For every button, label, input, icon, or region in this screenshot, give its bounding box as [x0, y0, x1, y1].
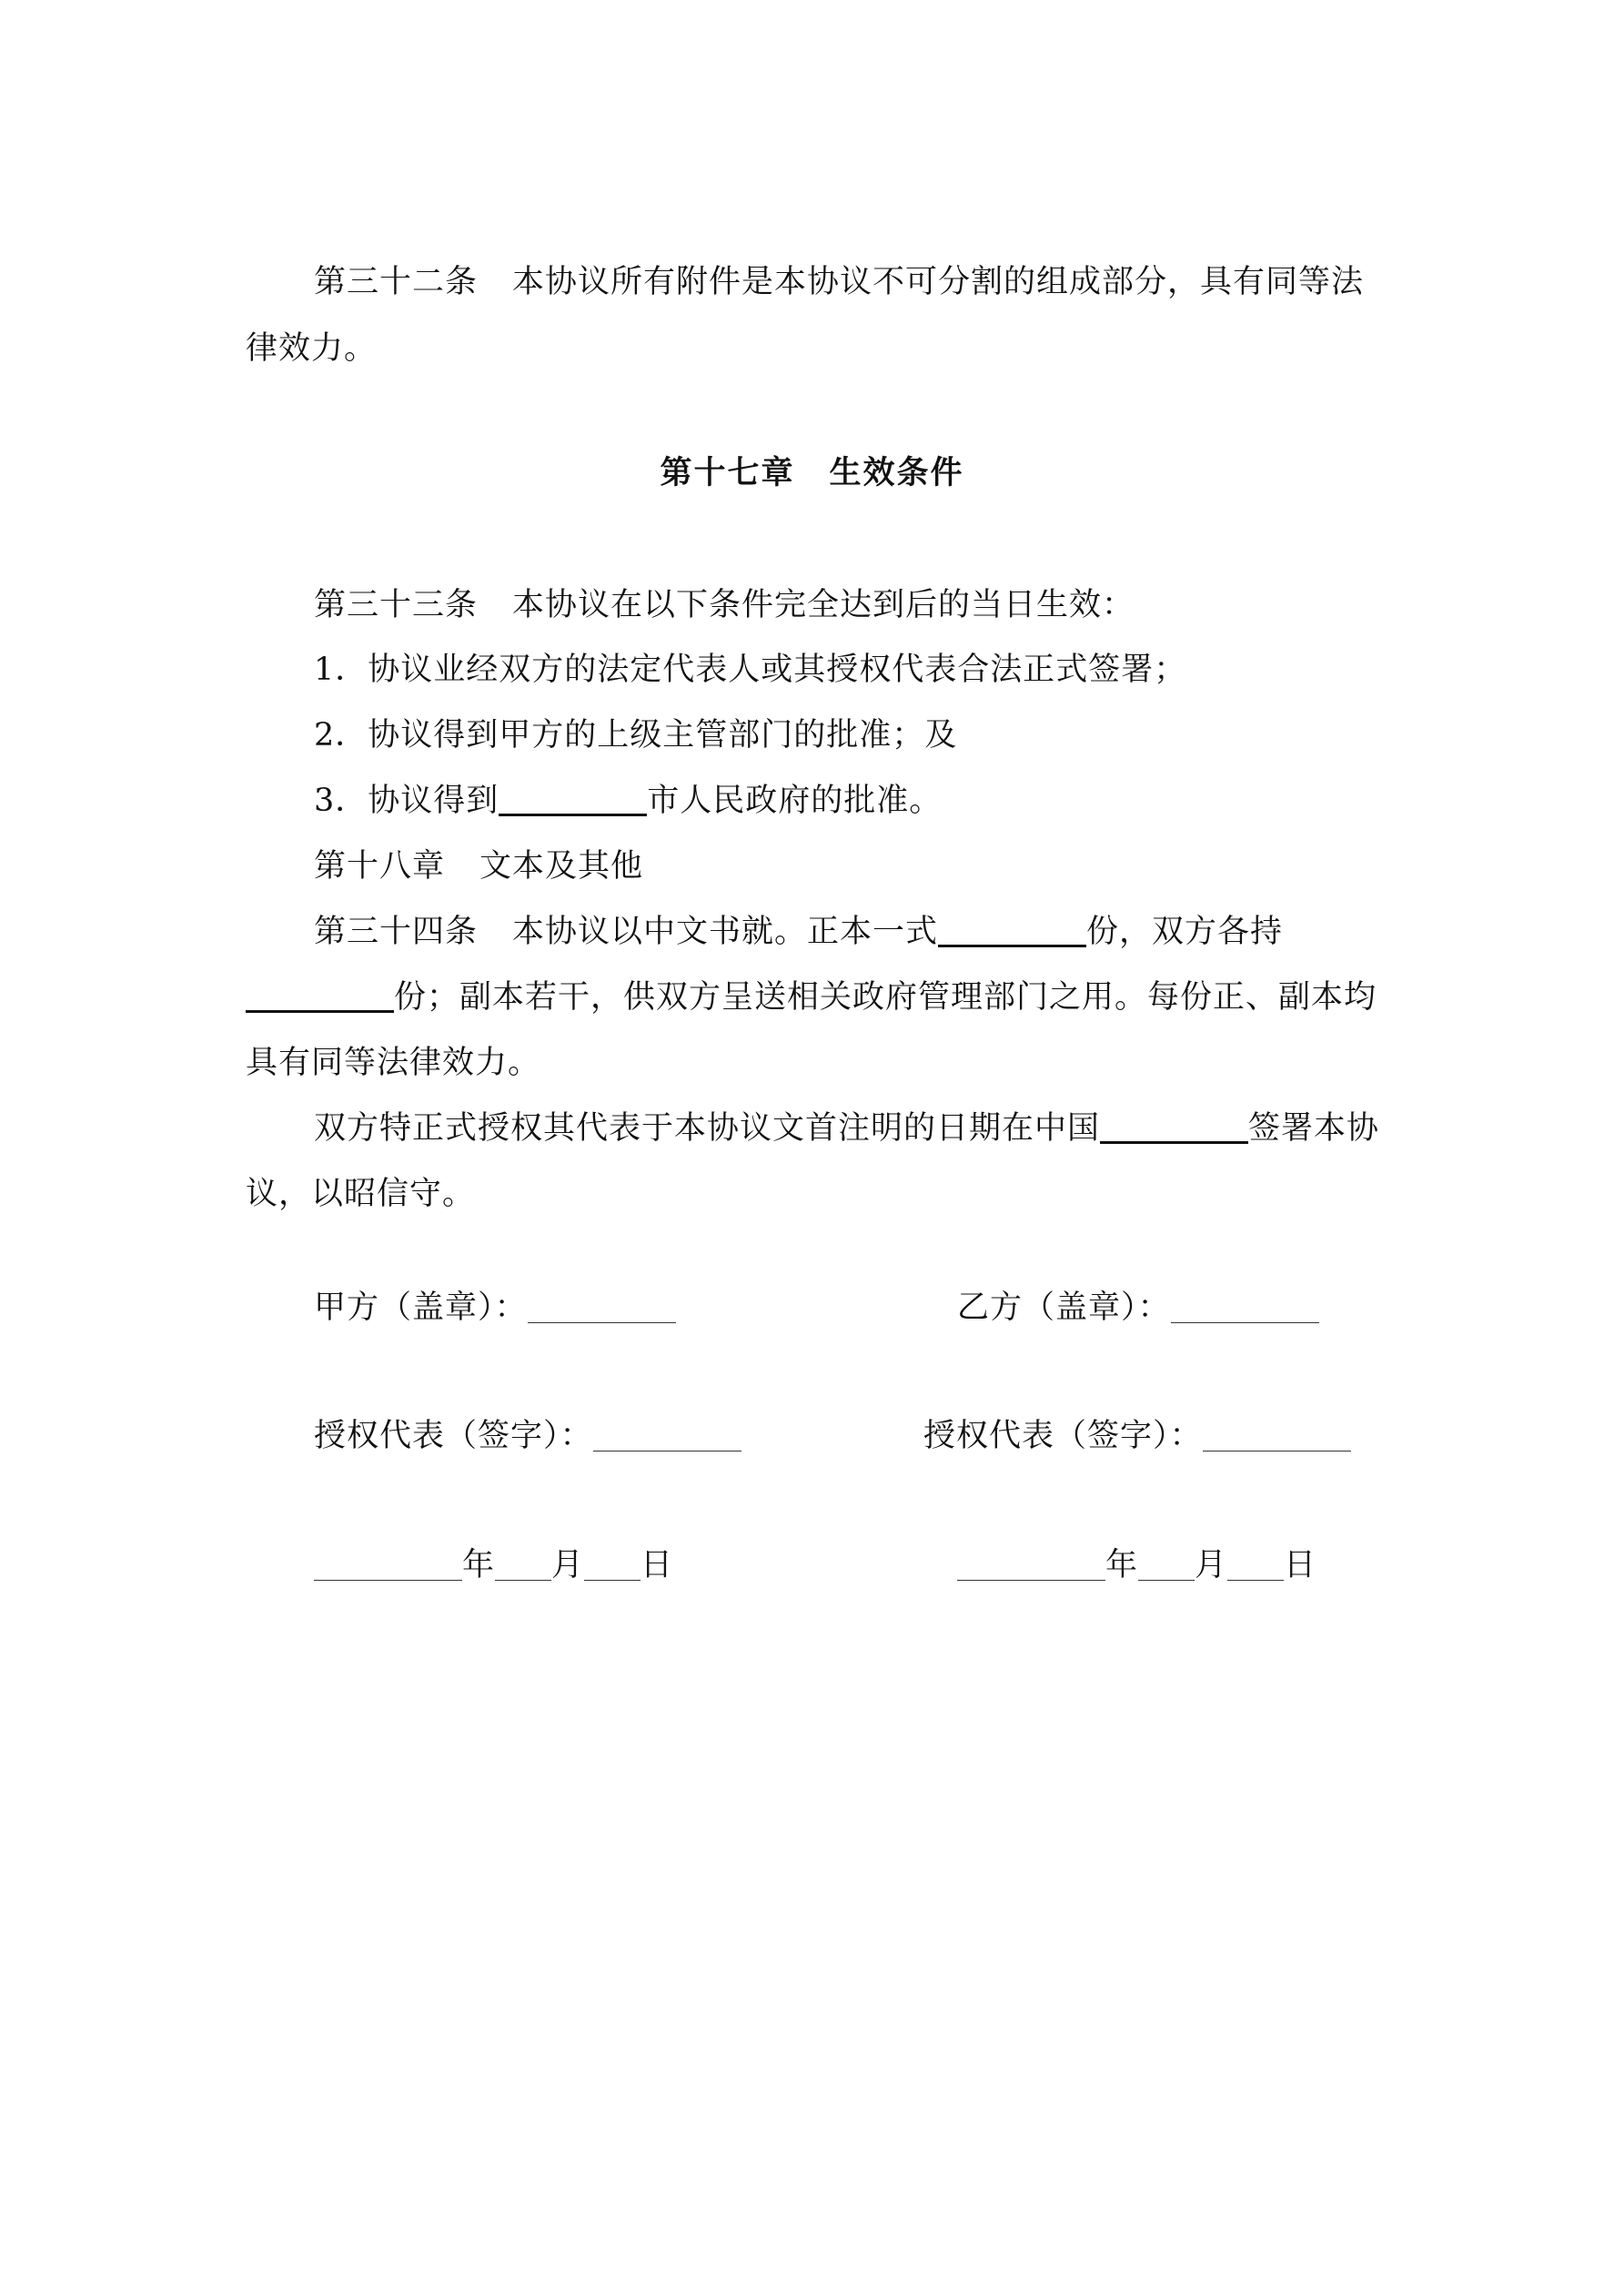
article-33-item-3: [314, 783, 942, 819]
chapter-18-number: 第十八章: [314, 848, 446, 885]
party-b-date: [957, 1547, 1316, 1583]
party-b-month-label: 月: [1195, 1547, 1228, 1583]
copies-each-blank: [246, 981, 394, 1013]
article-34-text-2: 份，双方各持: [1086, 914, 1284, 950]
article-32-text: 本协议所有附件是本协议不可分割的组成部分，具有同等法: [512, 264, 1365, 300]
party-b-rep: [923, 1418, 1351, 1454]
chapter-18-heading: [314, 848, 643, 885]
chapter-17-title: 生效条件: [829, 454, 964, 491]
party-b-seal: [957, 1290, 1319, 1326]
party-a-rep: [314, 1418, 741, 1454]
article-33-line: [314, 587, 1135, 623]
party-b-seal-label: 乙方（盖章）：: [957, 1290, 1171, 1326]
party-a-year-label: 年: [462, 1547, 496, 1583]
party-b-day-label: 日: [1284, 1547, 1317, 1583]
article-34-line-1: [314, 914, 1283, 950]
party-a-day-label: 日: [641, 1547, 674, 1583]
party-b-year-label: 年: [1105, 1547, 1139, 1583]
party-a-rep-blank: [593, 1423, 741, 1451]
party-b-rep-blank: [1203, 1423, 1351, 1451]
party-a-date: [314, 1547, 673, 1583]
party-a-seal: [314, 1290, 676, 1326]
article-34-number: 第三十四条: [314, 914, 479, 950]
article-34-text-1: 本协议以中文书就。正本一式: [512, 914, 939, 950]
party-a-seal-blank: [528, 1295, 676, 1323]
city-blank: [499, 784, 647, 816]
article-34-text-3: 份；副本若干，供双方呈送相关政府管理部门之用。每份正、副本均: [394, 979, 1377, 1016]
party-b-month-blank: [1138, 1553, 1195, 1581]
closing-text-2: 签署本协: [1248, 1110, 1380, 1147]
article-32-line-1: [314, 264, 1364, 300]
article-32-line-2: 律效力。: [246, 330, 378, 367]
closing-text-1: 双方特正式授权其代表于本协议文首注明的日期在中国: [314, 1110, 1101, 1147]
party-b-rep-label: 授权代表（签字）：: [923, 1418, 1203, 1454]
article-34-line-3: 具有同等法律效力。: [246, 1045, 541, 1081]
party-b-seal-blank: [1171, 1295, 1319, 1323]
party-b-year-blank: [957, 1553, 1105, 1581]
party-a-month-label: 月: [551, 1547, 585, 1583]
article-33-text: 本协议在以下条件完全达到后的当日生效：: [512, 587, 1135, 623]
chapter-18-title: 文本及其他: [479, 848, 644, 885]
party-a-day-blank: [584, 1553, 641, 1581]
article-33-number: 第三十三条: [314, 587, 479, 623]
party-a-month-blank: [495, 1553, 551, 1581]
closing-line-2: 议，以昭信守。: [246, 1176, 476, 1212]
party-a-rep-label: 授权代表（签字）：: [314, 1418, 593, 1454]
signing-place-blank: [1100, 1112, 1248, 1144]
chapter-17-heading: [0, 455, 1624, 491]
article-33-item-1: 1．协议业经双方的法定代表人或其授权代表合法正式签署；: [314, 652, 1187, 688]
party-a-year-blank: [314, 1553, 462, 1581]
party-a-seal-label: 甲方（盖章）：: [314, 1290, 528, 1326]
party-b-day-blank: [1227, 1553, 1284, 1581]
article-34-line-2: [246, 979, 1377, 1016]
chapter-17-number: 第十七章: [660, 454, 795, 491]
article-33-item-3-prefix: 3．协议得到: [314, 783, 499, 819]
article-33-item-3-suffix: 市人民政府的批准。: [647, 783, 943, 819]
closing-line-1: [314, 1110, 1379, 1147]
article-32-number: 第三十二条: [314, 264, 479, 300]
article-33-item-2: 2．协议得到甲方的上级主管部门的批准；及: [314, 717, 958, 754]
original-copies-blank: [938, 915, 1086, 947]
